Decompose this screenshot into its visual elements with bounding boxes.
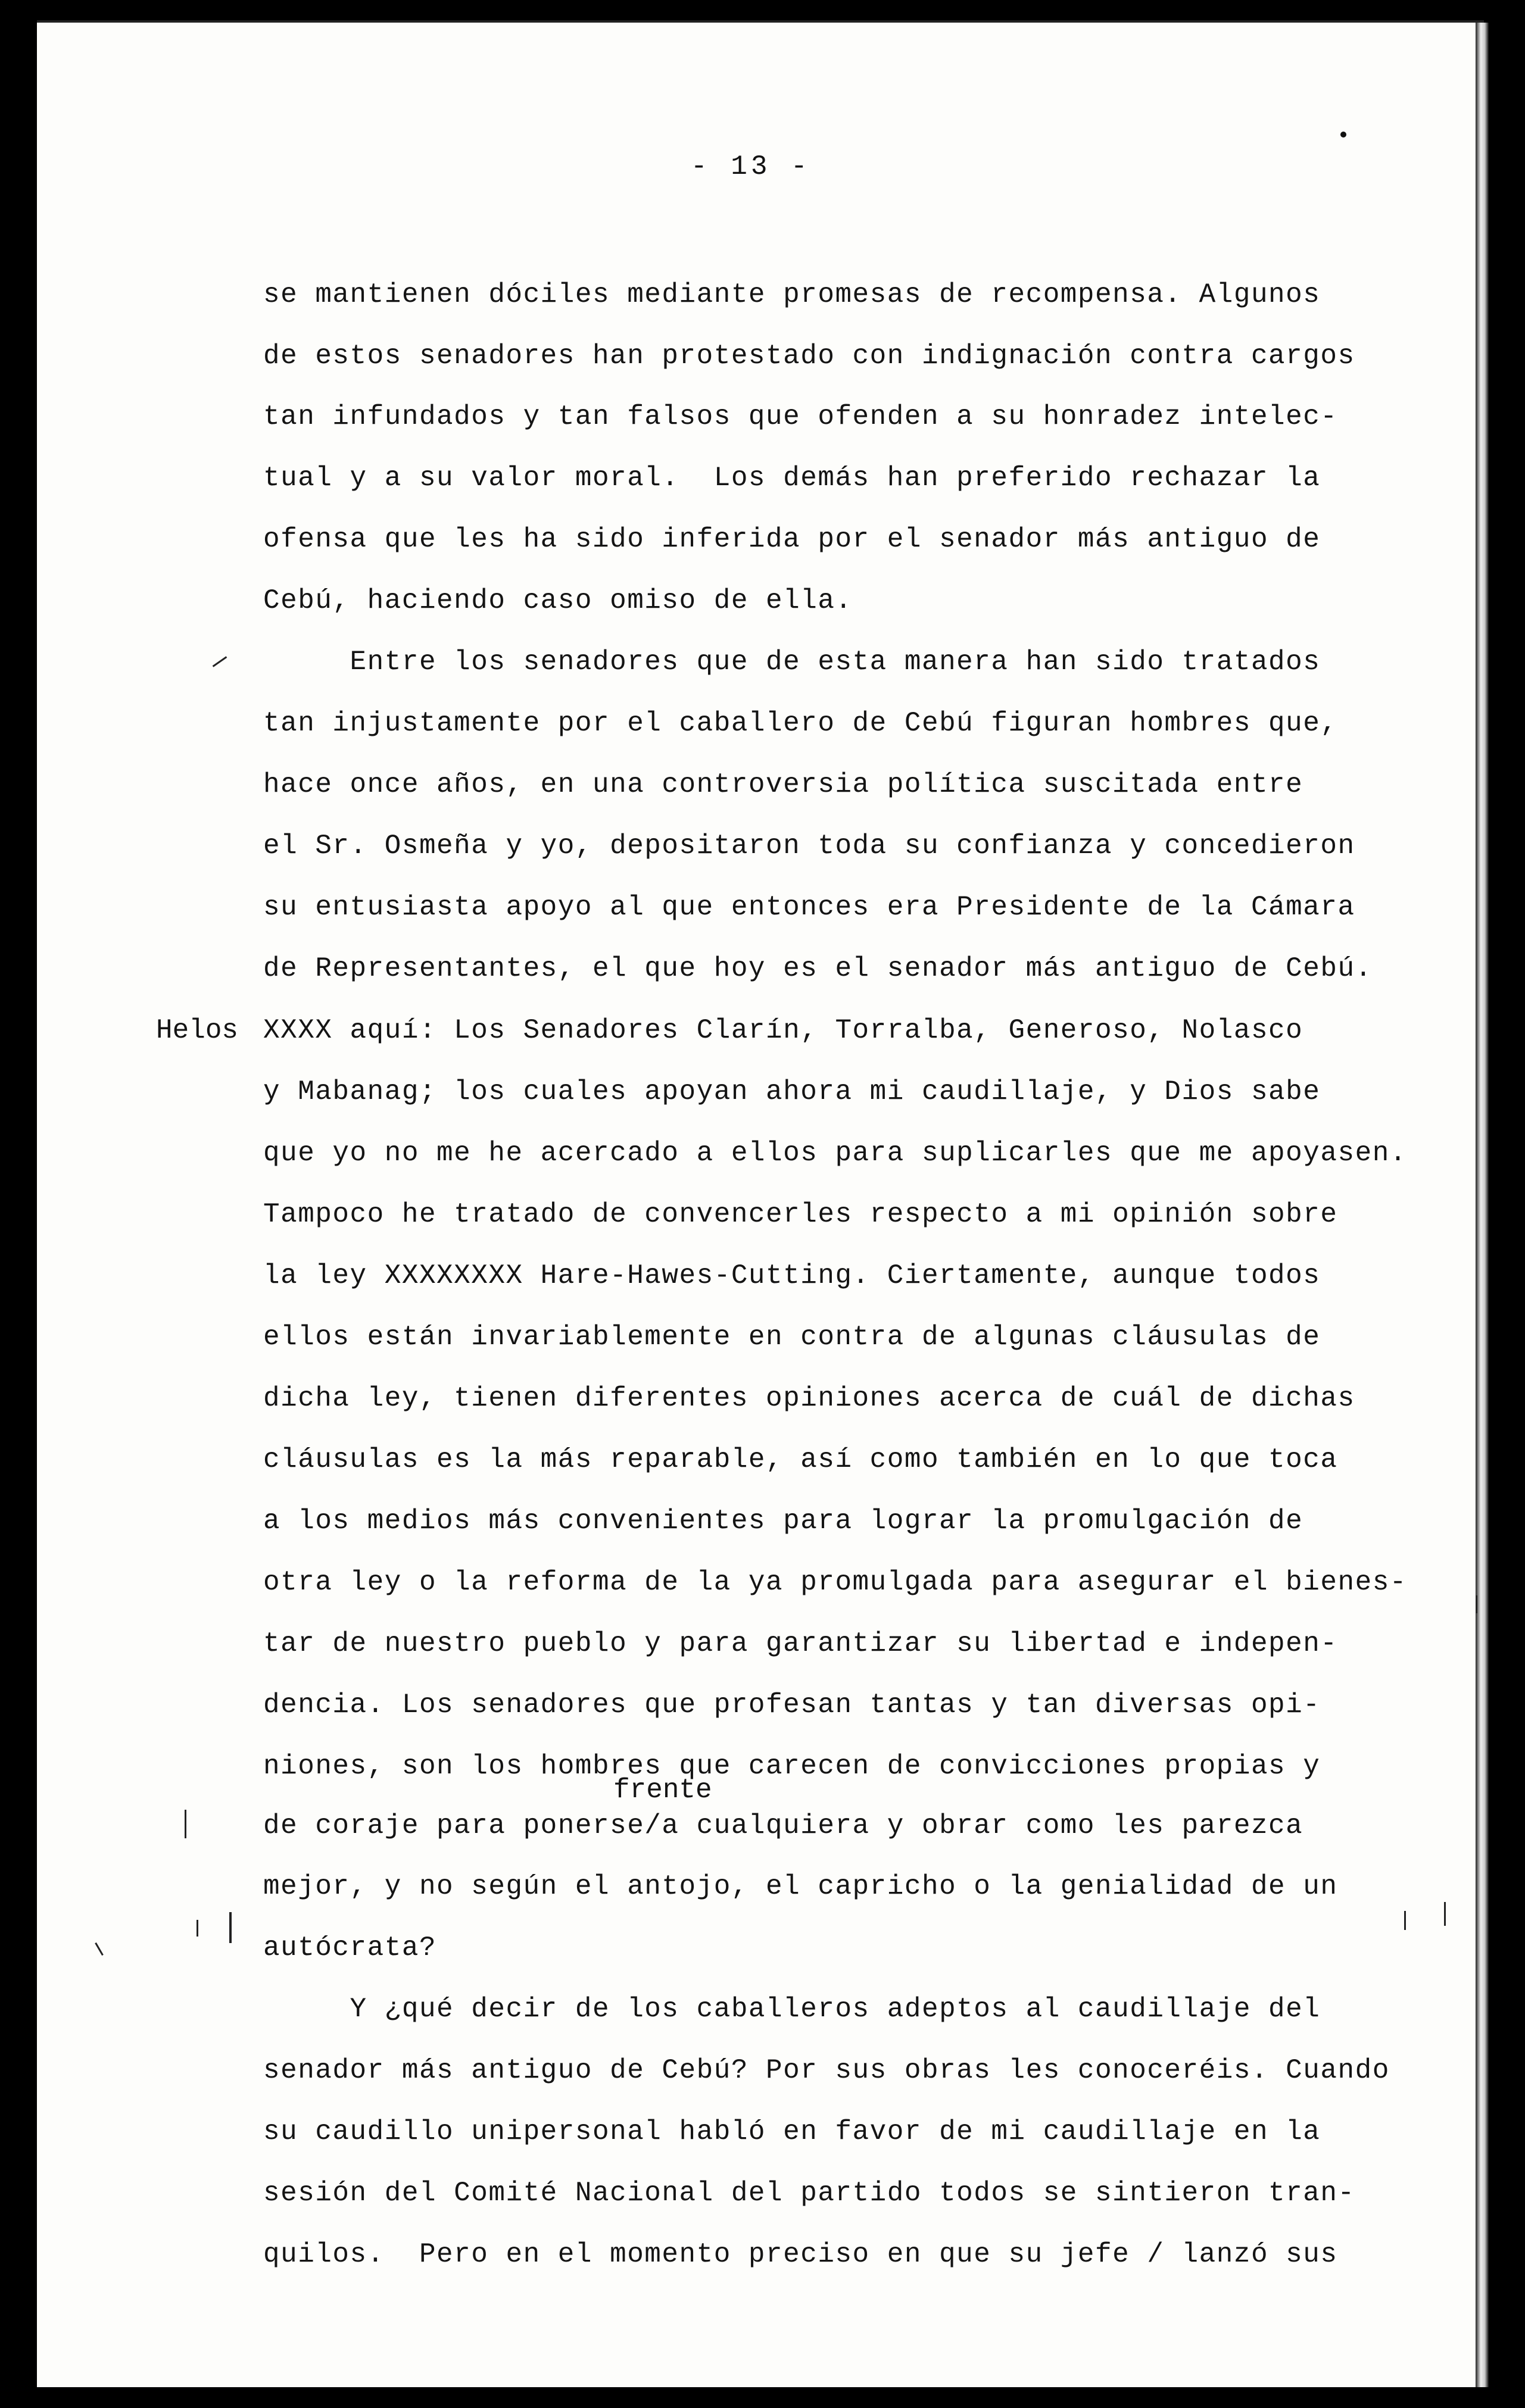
margin-tick-mark — [229, 1912, 232, 1943]
body-line: su entusiasta apoyo al que entonces era Presidente de la Cámara — [263, 892, 1355, 923]
body-line: tan infundados y tan falsos que ofenden a su honradez intelec- — [263, 401, 1338, 432]
body-line: Cebú, haciendo caso omiso de ella. — [263, 585, 853, 616]
body-line: el Sr. Osmeña y yo, depositaron toda su confianza y concedieron — [263, 830, 1355, 861]
body-line: otra ley o la reforma de la ya promulgada para asegurar el bienes- — [263, 1567, 1407, 1598]
interlinear-insert: frente — [613, 1775, 712, 1806]
body-line: XXXX aquí: Los Senadores Clarín, Torralba, Generoso, Nolasco — [263, 1015, 1303, 1046]
page-right-edge — [1476, 23, 1489, 2387]
body-line: de coraje para ponerse/a cualquiera y obrar como les parezca — [263, 1810, 1303, 1841]
body-line: niones, son los hombres que carecen de convicciones propias y — [263, 1751, 1321, 1782]
body-line: Y ¿qué decir de los caballeros adeptos al caudillaje del — [263, 1994, 1321, 2025]
body-line: cláusulas es la más reparable, así como también en lo que toca — [263, 1444, 1338, 1475]
body-line: tan injustamente por el caballero de Cebú figuran hombres que, — [263, 708, 1338, 739]
body-line: a los medios más convenientes para lograr la promulgación de — [263, 1506, 1303, 1536]
margin-tick-mark — [1404, 1911, 1406, 1930]
body-line: Entre los senadores que de esta manera han sido tratados — [263, 646, 1321, 677]
body-line: autócrata? — [263, 1932, 437, 1963]
body-line: Tampoco he tratado de convencerles respecto a mi opinión sobre — [263, 1199, 1338, 1230]
body-line: ofensa que les ha sido inferida por el senador más antiguo de — [263, 524, 1321, 555]
ink-dot — [1340, 132, 1346, 138]
body-line: hace once años, en una controversia política suscitada entre — [263, 769, 1303, 800]
body-line: tar de nuestro pueblo y para garantizar su libertad e indepen- — [263, 1628, 1338, 1659]
margin-tick-mark — [197, 1920, 198, 1937]
body-line: dencia. Los senadores que profesan tantas y tan diversas opi- — [263, 1689, 1321, 1720]
body-line: se mantienen dóciles mediante promesas de recompensa. Algunos — [263, 279, 1321, 310]
body-line: dicha ley, tienen diferentes opiniones acerca de cuál de dichas — [263, 1383, 1355, 1414]
page-number: - 13 - — [691, 151, 811, 182]
body-line: su caudillo unipersonal habló en favor de mi caudillaje en la — [263, 2116, 1321, 2147]
body-line: ellos están invariablemente en contra de algunas cláusulas de — [263, 1322, 1321, 1353]
body-line: de estos senadores han protestado con indignación contra cargos — [263, 341, 1355, 371]
body-line: que yo no me he acercado a ellos para suplicarles que me apoyasen. — [263, 1138, 1407, 1169]
margin-tick-mark — [1444, 1902, 1446, 1926]
body-line: y Mabanag; los cuales apoyan ahora mi caudillaje, y Dios sabe — [263, 1076, 1321, 1107]
body-line: senador más antiguo de Cebú? Por sus obras les conoceréis. Cuando — [263, 2055, 1390, 2086]
body-line: sesión del Comité Nacional del partido todos se sintieron tran- — [263, 2178, 1355, 2209]
body-line: quilos. Pero en el momento preciso en que su jefe / lanzó sus — [263, 2239, 1338, 2270]
body-line: mejor, y no según el antojo, el capricho o la genialidad de un — [263, 1871, 1338, 1902]
margin-tick-mark — [1476, 1595, 1477, 1613]
body-line: de Representantes, el que hoy es el senador más antiguo de Cebú. — [263, 953, 1373, 984]
body-line: la ley XXXXXXXX Hare-Hawes-Cutting. Ciertamente, aunque todos — [263, 1260, 1321, 1291]
margin-note: Helos — [156, 1015, 239, 1046]
body-line: tual y a su valor moral. Los demás han preferido rechazar la — [263, 463, 1321, 494]
margin-tick-mark — [185, 1810, 186, 1838]
